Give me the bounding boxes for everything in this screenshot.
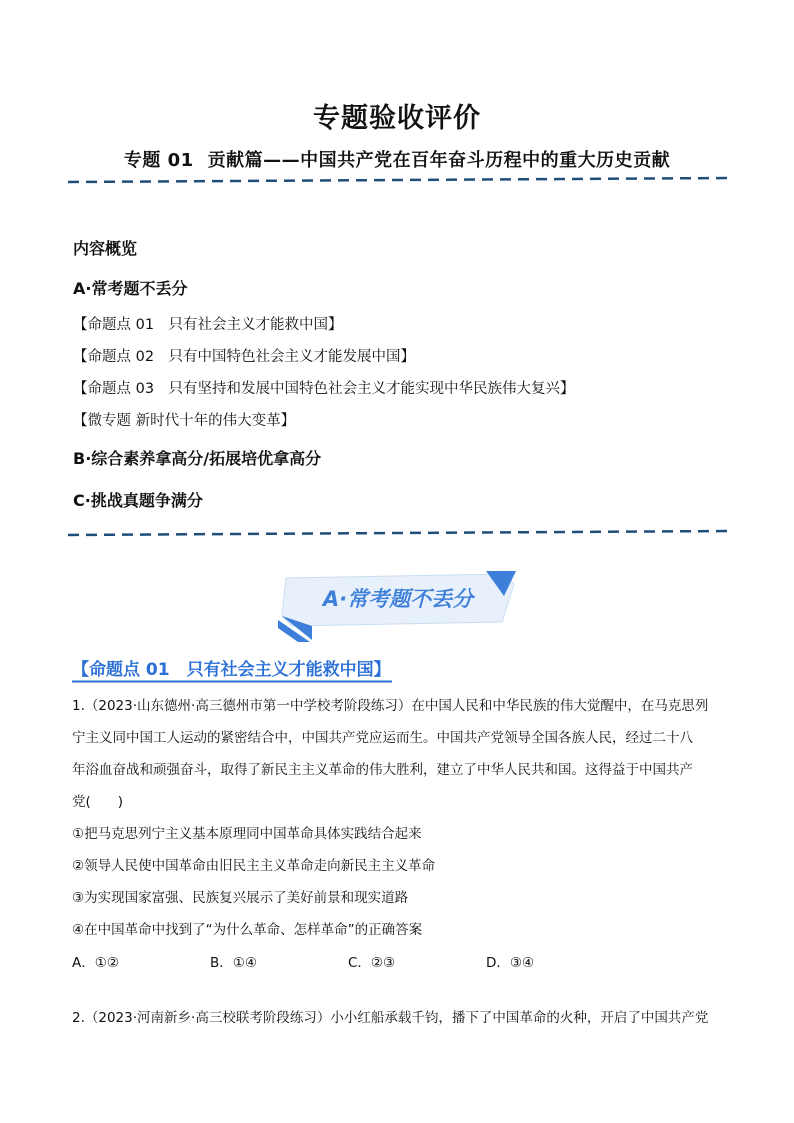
question-1-stem xyxy=(72,690,732,946)
question-line: 年浴血奋战和顽强奋斗，取得了新民主主义革命的伟大胜利，建立了中华人民共和国。这得益于中国共产 xyxy=(72,762,693,778)
option-b: B．①④ xyxy=(210,955,257,971)
option-d: D．③④ xyxy=(486,955,535,971)
option-a: A．①② xyxy=(72,955,119,971)
page-title: 专题验收评价 xyxy=(313,103,481,134)
section-banner xyxy=(278,570,518,642)
page-subtitle xyxy=(0,146,794,172)
question-line: 1.（2023·山东德州·高三德州市第一中学校考阶段练习）在中国人民和中华民族的伟大觉醒中，在马克思列 xyxy=(72,698,709,714)
overview-section-c: C·挑战真题争满分 xyxy=(73,491,203,510)
overview-divider xyxy=(68,529,730,537)
statement: ③为实现国家富强、民族复兴展示了美好前景和现实道路 xyxy=(72,890,409,906)
overview-item: 【命题点 03 只有坚持和发展中国特色社会主义才能实现中华民族伟大复兴】 xyxy=(73,381,575,397)
question-2-stem: 2.（2023·河南新乡·高三校联考阶段练习）小小红船承载千钧，播下了中国革命的火种，开启了中国共产党 xyxy=(72,1010,709,1026)
overview-section-a: A·常考题不丢分 xyxy=(73,279,188,298)
question-line: 宁主义同中国工人运动的紧密结合中，中国共产党应运而生。中国共产党领导全国各族人民，经过二十八 xyxy=(72,730,693,746)
overview-item: 【微专题 新时代十年的伟大变革】 xyxy=(73,413,296,429)
header-divider xyxy=(68,176,730,184)
statement: ②领导人民使中国革命由旧民主主义革命走向新民主主义革命 xyxy=(72,858,436,874)
option-c: C．②③ xyxy=(348,955,396,971)
overview-section-b: B·综合素养拿高分/拓展培优拿高分 xyxy=(73,449,322,468)
question-line: 党( ) xyxy=(72,794,124,810)
topic-underline xyxy=(72,680,392,683)
overview-heading: 内容概览 xyxy=(73,239,138,258)
statement: ①把马克思列宁主义基本原理同中国革命具体实践结合起来 xyxy=(72,826,422,842)
statement: ④在中国革命中找到了“为什么革命、怎样革命”的正确答案 xyxy=(72,922,423,938)
subtitle-prefix: 专题 01 xyxy=(123,150,194,171)
topic-heading: 【命题点 01 只有社会主义才能救中国】 xyxy=(72,660,391,680)
banner-label: A·常考题不丢分 xyxy=(322,587,474,611)
overview-item: 【命题点 01 只有社会主义才能救中国】 xyxy=(73,317,343,333)
overview-item: 【命题点 02 只有中国特色社会主义才能发展中国】 xyxy=(73,349,416,365)
subtitle-main: 贡献篇——中国共产党在百年奋斗历程中的重大历史贡献 xyxy=(207,150,671,171)
